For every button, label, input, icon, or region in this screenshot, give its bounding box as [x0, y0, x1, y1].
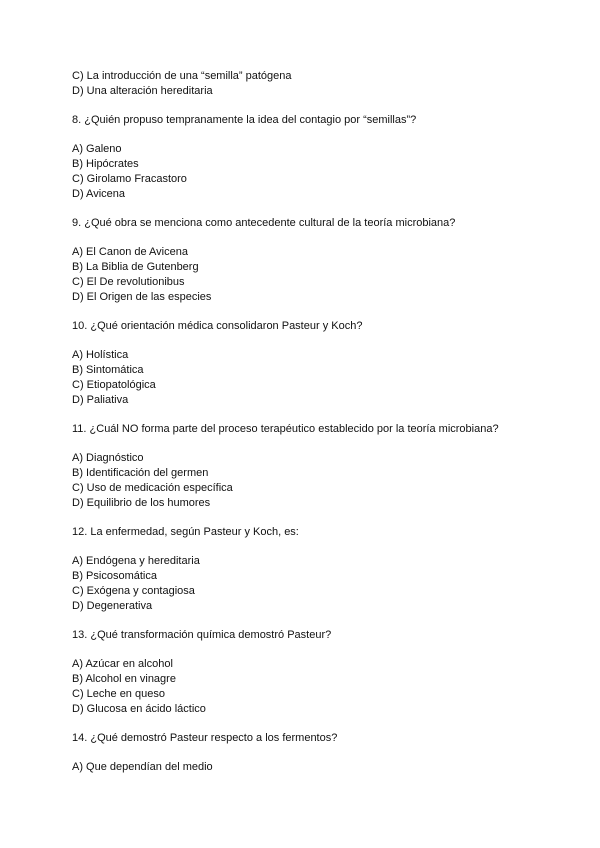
option-7d: D) Una alteración hereditaria: [72, 85, 213, 97]
option-8a: A) Galeno: [72, 143, 122, 155]
option-8c: C) Girolamo Fracastoro: [72, 173, 187, 185]
option-10d: D) Paliativa: [72, 394, 129, 406]
question-8-text: 8. ¿Quién propuso tempranamente la idea del contagio por “semillas”?: [72, 114, 417, 126]
question-block-7-continued: [72, 69, 552, 99]
option-13c: C) Leche en queso: [72, 688, 165, 700]
question-11-text: 11. ¿Cuál NO forma parte del proceso terapéutico establecido por la teoría microbiana?: [72, 423, 499, 435]
option-9b: B) La Biblia de Gutenberg: [72, 261, 199, 273]
option-7c: C) La introducción de una “semilla” patógena: [72, 70, 292, 82]
option-9d: D) El Origen de las especies: [72, 291, 212, 303]
question-block-14: [72, 731, 552, 775]
question-10-text: 10. ¿Qué orientación médica consolidaron Pasteur y Koch?: [72, 320, 363, 332]
option-13a: A) Azúcar en alcohol: [72, 658, 173, 670]
option-14a: A) Que dependían del medio: [72, 761, 213, 773]
option-9c: C) El De revolutionibus: [72, 276, 185, 288]
option-12a: A) Endógena y hereditaria: [72, 555, 200, 567]
question-13-text: 13. ¿Qué transformación química demostró Pasteur?: [72, 629, 332, 641]
option-11d: D) Equilibrio de los humores: [72, 497, 211, 509]
option-12d: D) Degenerativa: [72, 600, 153, 612]
option-13d: D) Glucosa en ácido láctico: [72, 703, 206, 715]
option-9a: A) El Canon de Avicena: [72, 246, 188, 258]
question-block-10: [72, 319, 552, 408]
option-13b: B) Alcohol en vinagre: [72, 673, 176, 685]
option-10b: B) Sintomática: [72, 364, 144, 376]
question-block-11: [72, 422, 552, 511]
document-page: [72, 69, 552, 775]
option-8d: D) Avicena: [72, 188, 125, 200]
question-12-text: 12. La enfermedad, según Pasteur y Koch, es:: [72, 526, 299, 538]
option-12b: B) Psicosomática: [72, 570, 157, 582]
option-10c: C) Etiopatológica: [72, 379, 156, 391]
question-9-text: 9. ¿Qué obra se menciona como antecedente cultural de la teoría microbiana?: [72, 217, 456, 229]
question-block-8: [72, 113, 552, 202]
question-block-12: [72, 525, 552, 614]
question-block-9: [72, 216, 552, 305]
option-8b: B) Hipócrates: [72, 158, 139, 170]
question-14-text: 14. ¿Qué demostró Pasteur respecto a los fermentos?: [72, 732, 338, 744]
option-11b: B) Identificación del germen: [72, 467, 209, 479]
option-10a: A) Holística: [72, 349, 129, 361]
option-12c: C) Exógena y contagiosa: [72, 585, 195, 597]
option-11c: C) Uso de medicación específica: [72, 482, 233, 494]
option-11a: A) Diagnóstico: [72, 452, 144, 464]
question-block-13: [72, 628, 552, 717]
